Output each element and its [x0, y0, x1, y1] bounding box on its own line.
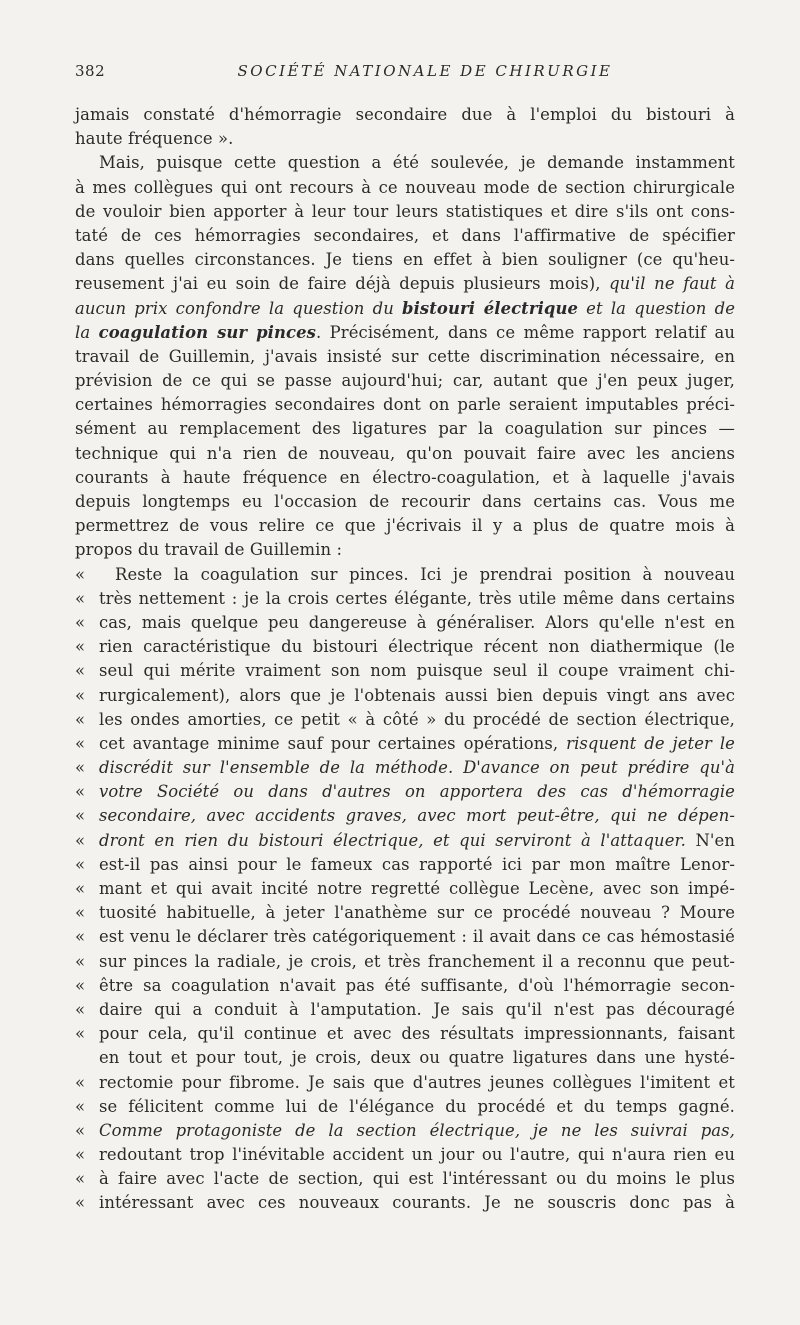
text-line [75, 635, 735, 659]
quote-mark: « [75, 564, 86, 584]
text-line [75, 684, 735, 708]
text-line [75, 587, 735, 611]
text-line [75, 538, 735, 562]
quote-text [99, 1095, 735, 1119]
quote-text [99, 1143, 735, 1167]
text-run: les ondes amorties, ce petit « à côté » du procédé de section électrique, [99, 709, 735, 729]
quote-mark: « [75, 1120, 86, 1140]
quote-text [99, 756, 735, 780]
text-line [75, 1167, 735, 1191]
quote-mark: « [75, 782, 86, 802]
bold-run: bistouri électrique [402, 298, 579, 318]
text-line [75, 1046, 735, 1070]
quote-text [99, 587, 735, 611]
quote-text [99, 780, 735, 804]
page-header [75, 60, 735, 86]
text-run: sur pinces la radiale, je crois, et très franchement il a reconnu que peut- [99, 951, 735, 971]
quote-mark: « [75, 709, 86, 729]
text-run: haute fréquence ». [75, 129, 234, 149]
text-line [75, 708, 735, 732]
quote-mark: « [75, 637, 86, 657]
text-line [75, 804, 735, 828]
text-line [75, 297, 735, 321]
quote-text [99, 635, 735, 659]
text-run: dans quelles circonstances. Je tiens en effet à bien souligner (ce qu'heu- [75, 250, 735, 270]
text-run: courants à haute fréquence en électro-coagulation, et à laquelle j'avais [75, 467, 735, 487]
quote-text [99, 804, 735, 828]
text-run: seul qui mérite vraiment son nom puisque seul il coupe vraiment chi- [99, 661, 735, 681]
text-line [75, 345, 735, 369]
italic-run: la [75, 322, 99, 342]
quote-text [99, 1119, 735, 1143]
quote-mark: « [75, 1169, 86, 1189]
quote-text [99, 950, 735, 974]
text-line [75, 127, 735, 151]
text-run: pour cela, qu'il continue et avec des résultats impressionnants, faisant [99, 1024, 735, 1044]
text-line [75, 1191, 735, 1215]
quote-mark: « [75, 903, 86, 923]
text-line [75, 176, 735, 200]
quote-mark: « [75, 927, 86, 947]
text-run: est venu le déclarer très catégoriquement : il avait dans ce cas hémostasié [99, 927, 735, 947]
text-line [75, 901, 735, 925]
text-line [75, 563, 735, 587]
text-line [75, 272, 735, 296]
text-run: depuis longtemps eu l'occasion de recourir dans certains cas. Vous me [75, 492, 735, 511]
text-line [75, 224, 735, 248]
text-run: certaines hémorragies secondaires dont on parle seraient imputables préci- [75, 395, 735, 415]
quote-mark: « [75, 1072, 86, 1092]
italic-run: votre Société ou dans d'autres on apportera des cas d'hémorragie [99, 782, 735, 802]
bold-run: coagulation sur pinces [98, 322, 316, 342]
text-run: propos du travail de Guillemin : [75, 540, 343, 560]
quote-text [99, 974, 735, 998]
text-run: N'en [685, 830, 735, 850]
page-number: 382 [75, 62, 106, 80]
text-run: daire qui a conduit à l'amputation. Je sais qu'il n'est pas découragé [99, 999, 735, 1019]
quote-text [99, 829, 735, 853]
text-line [75, 103, 735, 127]
italic-run: dront en rien du bistouri électrique, et qui serviront à l'attaquer. [99, 830, 686, 850]
quote-text [99, 611, 735, 635]
text-line [75, 1095, 735, 1119]
quote-text [99, 659, 735, 683]
running-title: SOCIÉTÉ NATIONALE DE CHIRURGIE [237, 62, 613, 80]
text-line [75, 998, 735, 1022]
text-line [75, 151, 735, 175]
quote-text [99, 901, 735, 925]
italic-run: et la question de [578, 298, 735, 318]
text-run: reusement j'ai eu soin de faire déjà depuis plusieurs mois), [75, 274, 610, 294]
italic-run: qu'il ne faut à [609, 274, 735, 294]
quote-text [99, 708, 735, 732]
italic-run: discrédit sur l'ensemble de la méthode. D'avance on peut prédire qu'à [99, 758, 735, 778]
text-line [75, 393, 735, 417]
italic-run: risquent de jeter le [566, 733, 735, 753]
text-run: rectomie pour fibrome. Je sais que d'autres jeunes collègues l'imitent et [99, 1072, 735, 1092]
text-line [75, 442, 735, 466]
quote-mark: « [75, 1193, 86, 1213]
text-run: Reste la coagulation sur pinces. Ici je prendrai position à nouveau [115, 564, 735, 584]
text-line [75, 829, 735, 853]
text-run: intéressant avec ces nouveaux courants. Je ne souscris donc pas à [99, 1193, 735, 1213]
text-line [75, 490, 735, 514]
text-run: redoutant trop l'inévitable accident un jour ou l'autre, qui n'aura rien eu [99, 1145, 735, 1165]
text-run: tuosité habituelle, à jeter l'anathème sur ce procédé nouveau ? Moure [99, 903, 735, 923]
text-line [75, 417, 735, 441]
text-line [75, 877, 735, 901]
quote-text [99, 563, 735, 587]
quote-text [99, 877, 735, 901]
text-line [75, 974, 735, 998]
quote-text [99, 925, 735, 949]
text-run: très nettement : je la crois certes élégante, très utile même dans certains [99, 588, 735, 608]
text-run: permettrez de vous relire ce que j'écrivais il y a plus de quatre mois à [75, 516, 735, 536]
quote-text [99, 732, 735, 756]
text-line [75, 756, 735, 780]
text-run: à mes collègues qui ont recours à ce nouveau mode de section chirurgicale [75, 177, 735, 197]
text-run: . Précisément, dans ce même rapport relatif au [315, 322, 735, 342]
quote-mark: « [75, 661, 86, 681]
text-run: prévision de ce qui se passe aujourd'hui; car, autant que j'en peux juger, [75, 371, 735, 391]
text-run: mant et qui avait incité notre regretté collègue Lecène, avec son impé- [99, 879, 735, 898]
text-line [75, 200, 735, 224]
text-run: en tout et pour tout, je crois, deux ou quatre ligatures dans une hysté- [99, 1048, 735, 1068]
italic-run: aucun prix confondre la question du [75, 298, 403, 318]
text-line [75, 369, 735, 393]
quote-text [99, 1046, 735, 1070]
quote-mark: « [75, 1096, 86, 1116]
text-run: se félicitent comme lui de l'élégance du procédé et du temps gagné. [99, 1096, 735, 1116]
text-run: technique qui n'a rien de nouveau, qu'on pouvait faire avec les anciens [75, 443, 735, 463]
quote-mark: « [75, 758, 86, 778]
italic-run: secondaire, avec accidents graves, avec mort peut-être, qui ne dépen- [99, 806, 735, 826]
text-run: de vouloir bien apporter à leur tour leurs statistiques et dire s'ils ont cons- [75, 201, 735, 221]
quote-mark: « [75, 612, 86, 632]
text-run: est-il pas ainsi pour le fameux cas rapporté ici par mon maître Lenor- [99, 854, 735, 874]
text-run: rien caractéristique du bistouri électrique récent non diathermique (le [99, 637, 735, 657]
quote-text [99, 1167, 735, 1191]
text-run: Mais, puisque cette question a été soulevée, je demande instamment [99, 153, 735, 173]
text-run: être sa coagulation n'avait pas été suffisante, d'où l'hémorragie secon- [99, 975, 735, 995]
quote-mark: « [75, 879, 86, 898]
text-line [75, 950, 735, 974]
text-line [75, 1071, 735, 1095]
text-line [75, 466, 735, 490]
quote-text [99, 1071, 735, 1095]
text-run: sément au remplacement des ligatures par la coagulation sur pinces — [75, 419, 735, 439]
text-line [75, 611, 735, 635]
quote-mark: « [75, 806, 86, 826]
text-line [75, 659, 735, 683]
text-line [75, 1022, 735, 1046]
text-line [75, 732, 735, 756]
text-line [75, 853, 735, 877]
quote-text [99, 1191, 735, 1215]
body-text [75, 103, 735, 1216]
text-line [75, 1143, 735, 1167]
text-line [75, 248, 735, 272]
quote-mark: « [75, 830, 86, 850]
text-run: jamais constaté d'hémorragie secondaire due à l'emploi du bistouri à [75, 105, 735, 124]
text-line [75, 321, 735, 345]
text-run: taté de ces hémorragies secondaires, et dans l'affirmative de spécifier [75, 225, 735, 245]
quote-mark: « [75, 1145, 86, 1165]
text-run: travail de Guillemin, j'avais insisté sur cette discrimination nécessaire, en [75, 346, 735, 366]
italic-run: Comme protagoniste de la section électrique, je ne les suivrai pas, [99, 1120, 735, 1140]
quote-text [99, 998, 735, 1022]
quote-mark: « [75, 733, 86, 753]
text-line [75, 1119, 735, 1143]
quote-mark: « [75, 588, 86, 608]
quote-mark: « [75, 685, 86, 705]
quote-mark: « [75, 854, 86, 874]
text-run: à faire avec l'acte de section, qui est l'intéressant ou du moins le plus [99, 1169, 735, 1189]
quote-mark: « [75, 999, 86, 1019]
text-line [75, 780, 735, 804]
text-run: cas, mais quelque peu dangereuse à généraliser. Alors qu'elle n'est en [99, 612, 735, 632]
text-run: cet avantage minime sauf pour certaines opérations, [99, 733, 567, 753]
quote-mark: « [75, 975, 86, 995]
quote-text [99, 1022, 735, 1046]
quote-text [99, 853, 735, 877]
text-run: rurgicalement), alors que je l'obtenais aussi bien depuis vingt ans avec [99, 685, 735, 705]
quote-text [99, 684, 735, 708]
text-line [75, 514, 735, 538]
quote-mark: « [75, 1024, 86, 1044]
text-line [75, 925, 735, 949]
quote-mark: « [75, 951, 86, 971]
